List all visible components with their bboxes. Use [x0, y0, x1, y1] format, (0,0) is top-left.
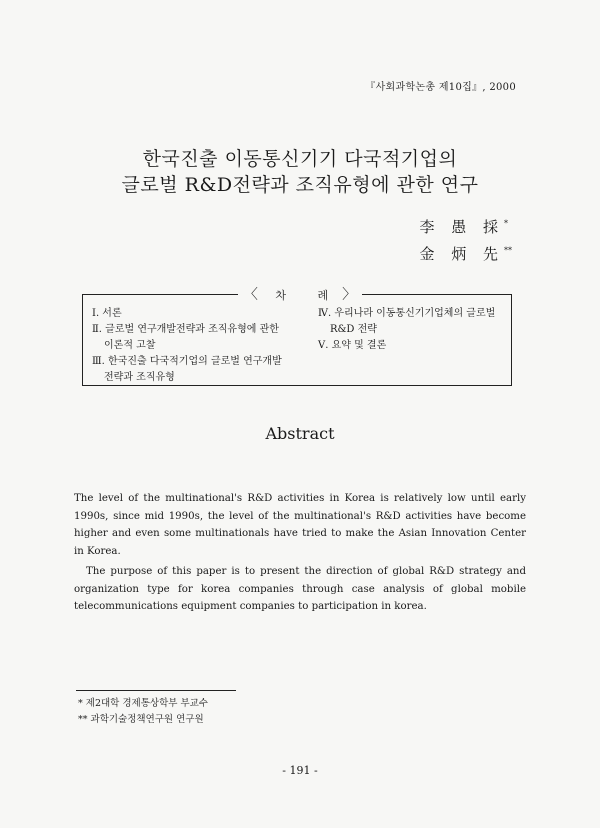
- toc-heading: 〈 차 례〉: [0, 284, 600, 304]
- toc-item: [318, 306, 495, 338]
- paper-title: [0, 146, 600, 198]
- toc-left-column: [92, 306, 282, 386]
- toc-item-continuation: 전략과 조직유형: [104, 372, 175, 383]
- toc-right-column: [318, 306, 495, 354]
- footnotes: [78, 696, 208, 728]
- toc-item-text: Ⅴ. 요약 및 결론: [318, 340, 387, 351]
- abstract-paragraph-2: The purpose of this paper is to present the direction of global R&D strategy and organization type for korea companies through case analysis of global mobile telecommunications equipment companies to participation in korea.: [74, 566, 526, 612]
- title-line-1: 한국진출 이동통신기기 다국적기업의: [142, 148, 458, 170]
- toc-item-continuation: R&D 전략: [330, 324, 377, 335]
- toc-item-text: Ⅱ. 글로벌 연구개발전략과 조직유형에 관한: [92, 324, 279, 335]
- journal-citation: 『사회과학논총 제10집』, 2000: [365, 82, 516, 93]
- abstract-body: [74, 490, 526, 616]
- author-1: [419, 212, 512, 239]
- toc-heading-label: 차 례: [275, 289, 343, 302]
- toc-item-text: Ⅰ. 서론: [92, 308, 122, 319]
- abstract-paragraph-1: The level of the multinational's R&D activities in Korea is relatively low until early 1990s, since mid 1990s, the level of the multinational's R&D activities have become higher and even some multinationals have tried to make the Asian Innovation Center in Korea.: [74, 493, 526, 557]
- author-2: [419, 239, 512, 266]
- toc-item: [92, 354, 282, 386]
- author-1-mark: *: [504, 219, 508, 228]
- abstract-heading: Abstract: [265, 424, 335, 443]
- toc-item-text: Ⅳ. 우리나라 이동통신기기업체의 글로벌: [318, 308, 496, 319]
- title-line-2: 글로벌 R&D전략과 조직유형에 관한 연구: [121, 174, 479, 196]
- author-2-name: 金 炳 先: [419, 245, 504, 263]
- toc-item: [92, 306, 282, 322]
- toc-item-text: Ⅲ. 한국진출 다국적기업의 글로벌 연구개발: [92, 356, 282, 367]
- author-1-name: 李 愚 採: [419, 218, 504, 236]
- page-number: - 191 -: [282, 764, 318, 777]
- author-list: [419, 212, 512, 266]
- footnote-2: ** 과학기술정책연구원 연구원: [78, 714, 204, 725]
- toc-item: [92, 322, 282, 354]
- footnote-1: * 제2대학 경제통상학부 부교수: [78, 698, 208, 709]
- author-2-mark: **: [504, 246, 512, 255]
- toc-item-continuation: 이론적 고찰: [104, 340, 156, 351]
- footnote-divider: [76, 690, 236, 691]
- toc-item: [318, 338, 495, 354]
